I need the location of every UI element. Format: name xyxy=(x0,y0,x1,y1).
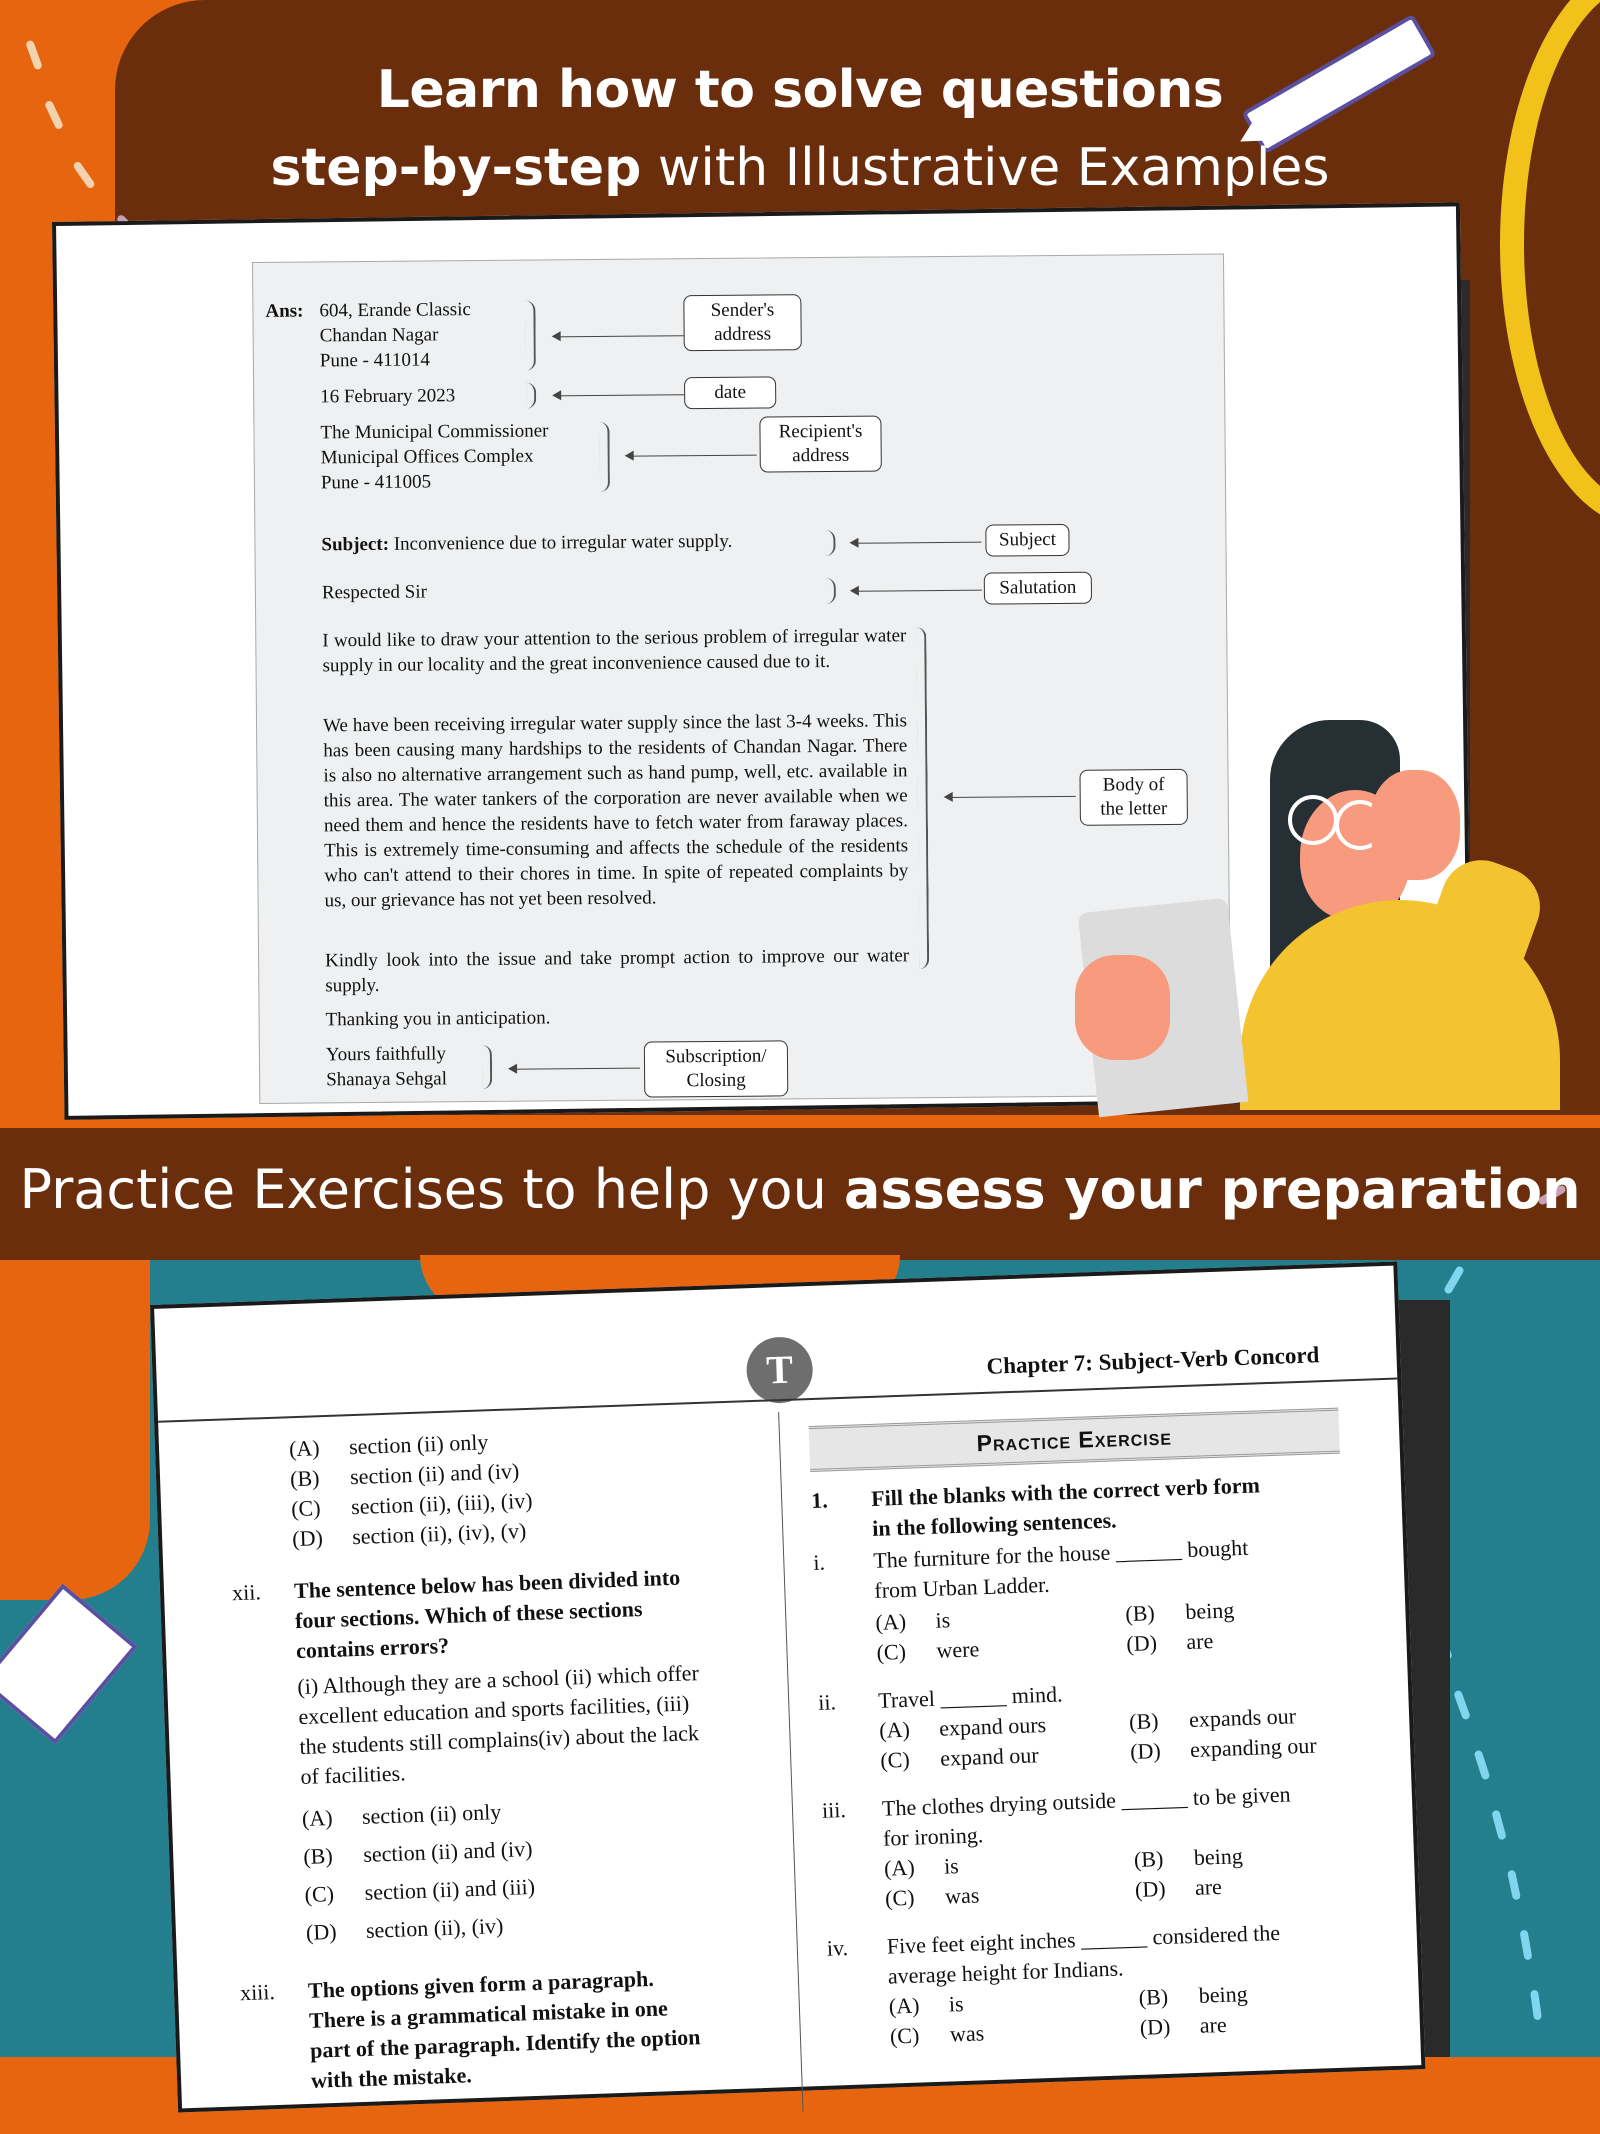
question-text: excellent education and sports facilities, (iii) xyxy=(298,1690,690,1730)
item-text: for ironing. xyxy=(882,1822,984,1851)
option-label: (D) xyxy=(1125,1630,1158,1657)
sender-line: Chandan Nagar xyxy=(319,324,439,347)
question-line: contains errors? xyxy=(295,1632,450,1664)
subject-line: Subject: Inconvenience due to irregular water supply. xyxy=(321,530,733,556)
item-number: iv. xyxy=(826,1935,849,1961)
tag-date: date xyxy=(684,376,776,409)
tag-closing: Subscription/ Closing xyxy=(644,1040,788,1097)
arrow xyxy=(851,542,981,544)
option-label: (C) xyxy=(290,1495,321,1522)
tag-body: Body of the letter xyxy=(1079,769,1187,826)
option-label: (D) xyxy=(1134,1875,1166,1902)
column-divider xyxy=(778,1412,803,2112)
question-text: of facilities. xyxy=(300,1760,406,1790)
question-line: Fill the blanks with the correct verb form xyxy=(870,1472,1261,1511)
arrow xyxy=(554,394,684,396)
option-text: are xyxy=(1199,2011,1228,2038)
hand-shape xyxy=(1370,770,1460,880)
option-text: section (ii) only xyxy=(348,1429,489,1460)
sender-line: Pune - 411014 xyxy=(319,349,431,372)
option-text: is xyxy=(943,1853,960,1879)
option-label: (C) xyxy=(879,1746,911,1773)
item-number: ii. xyxy=(817,1689,837,1715)
option-text: section (ii) and (iii) xyxy=(364,1873,536,1905)
option-text: are xyxy=(1194,1873,1223,1900)
logo: T xyxy=(746,1336,814,1404)
heading-line-1: Learn how to solve questions xyxy=(376,60,1224,120)
option-label: (A) xyxy=(288,1435,321,1462)
option-label: (A) xyxy=(888,1992,920,2019)
brace xyxy=(916,627,929,969)
option-label: (B) xyxy=(1133,1845,1164,1872)
brace xyxy=(825,530,835,556)
closing-line: Yours faithfully xyxy=(325,1043,447,1066)
option-text: was xyxy=(944,1882,980,1909)
option-label: (B) xyxy=(1124,1600,1156,1627)
question-line: with the mistake. xyxy=(310,2062,473,2093)
option-label: (D) xyxy=(305,1918,337,1945)
item-text: Travel ______ mind. xyxy=(877,1681,1063,1713)
option-label: (A) xyxy=(878,1716,911,1743)
tag-sender: Sender's address xyxy=(683,294,801,351)
question-line: four sections. Which of these sections xyxy=(294,1596,643,1634)
hand-shape xyxy=(1075,955,1170,1060)
option-label: (D) xyxy=(291,1525,324,1552)
item-number: i. xyxy=(812,1549,826,1575)
glasses-icon xyxy=(1288,795,1338,845)
brace xyxy=(482,1045,492,1089)
item-text: average height for Indians. xyxy=(887,1955,1124,1989)
option-text: being xyxy=(1198,1981,1249,2008)
tag-recipient: Recipient's address xyxy=(759,416,881,473)
salutation: Respected Sir xyxy=(321,581,427,604)
sender-line: 604, Erande Classic xyxy=(319,299,471,322)
letter-date: 16 February 2023 xyxy=(320,385,456,408)
question-number: 1. xyxy=(810,1487,829,1514)
option-label: (C) xyxy=(876,1638,907,1665)
option-label: (C) xyxy=(889,2022,920,2049)
option-text: section (ii), (iv), (v) xyxy=(351,1518,527,1550)
recipient-line: Pune - 411005 xyxy=(320,471,432,494)
option-text: section (ii) and (iv) xyxy=(349,1458,520,1490)
option-label: (B) xyxy=(289,1465,320,1492)
recipient-line: Municipal Offices Complex xyxy=(320,445,534,469)
option-label: (A) xyxy=(883,1854,916,1881)
option-label: (A) xyxy=(875,1608,907,1635)
option-text: expand our xyxy=(939,1742,1040,1771)
heading-line-2 xyxy=(0,138,1600,198)
option-text: being xyxy=(1193,1843,1244,1870)
arrow xyxy=(852,590,982,592)
option-text: were xyxy=(936,1636,980,1663)
arrow xyxy=(627,455,757,457)
ans-label: Ans: xyxy=(265,300,304,322)
exercise-page xyxy=(150,1261,1425,2112)
body-paragraph: Kindly look into the issue and take prompt action to improve our water supply. xyxy=(325,945,910,997)
option-text: expands our xyxy=(1188,1703,1297,1732)
question-line: The options given form a paragraph. xyxy=(307,1965,655,2003)
question-line: part of the paragraph. Identify the option xyxy=(309,2024,701,2063)
thanks-line: Thanking you in anticipation. xyxy=(325,1007,551,1031)
option-label: (D) xyxy=(1139,2013,1171,2040)
question-line: There is a grammatical mistake in one xyxy=(308,1995,669,2033)
chapter-title: Chapter 7: Subject-Verb Concord xyxy=(986,1342,1320,1379)
tag-salutation: Salutation xyxy=(984,572,1092,605)
arrow xyxy=(554,335,684,337)
tag-subject: Subject xyxy=(985,524,1069,557)
option-label: (C) xyxy=(304,1880,335,1907)
option-text: section (ii) only xyxy=(361,1799,502,1829)
arrow xyxy=(946,796,1076,798)
body-paragraph: I would like to draw your attention to the serious problem of irregular water supply in our locality and the great inconvenience caused due to it. xyxy=(322,625,907,677)
closing-line: Shanaya Sehgal xyxy=(326,1068,448,1091)
practice-heading: Practice Exercises to help you assess your preparation xyxy=(19,1158,1581,1221)
option-label: (D) xyxy=(1129,1738,1162,1765)
option-label: (B) xyxy=(302,1842,334,1869)
orange-blob-decoration xyxy=(0,1260,150,1600)
item-text: The furniture for the house ______ bought xyxy=(872,1534,1249,1573)
question-line: The sentence below has been divided into xyxy=(293,1564,681,1604)
question-number: xii. xyxy=(231,1579,262,1606)
recipient-line: The Municipal Commissioner xyxy=(320,420,549,444)
option-label: (B) xyxy=(1128,1708,1159,1735)
question-number: xiii. xyxy=(239,1979,276,2006)
option-label: (B) xyxy=(1138,1983,1169,2010)
item-text: from Urban Ladder. xyxy=(873,1571,1051,1603)
option-text: being xyxy=(1184,1597,1235,1625)
option-text: is xyxy=(935,1607,951,1633)
option-text: are xyxy=(1185,1628,1214,1655)
question-text: the students still complains(iv) about the lack xyxy=(299,1720,700,1760)
heading-rest: with Illustrative Examples xyxy=(641,138,1330,198)
item-number: iii. xyxy=(821,1797,847,1823)
option-text: section (ii) and (iv) xyxy=(362,1835,533,1867)
option-text: expanding our xyxy=(1189,1732,1317,1762)
brace xyxy=(826,578,836,604)
heading-bold: step-by-step xyxy=(270,138,642,198)
body-paragraph: We have been receiving irregular water supply since the last 3-4 weeks. This has been causing many hardships to the residents of Chandan Nagar. There is also no alternative arrangement such as hand pump, well, etc. available in this area. The water tankers of the corporation are never available when we need them and hence the residents have to fetch water from faraway places. This is extremely time-consuming and affects the schedule of the residents who can't attend to their chores in time. In spite of repeated complaints by us, our grievance has not yet been resolved. xyxy=(322,710,909,912)
option-text: expand ours xyxy=(938,1711,1047,1741)
practice-exercise-title: Practice Exercise xyxy=(809,1408,1340,1472)
option-label: (A) xyxy=(301,1804,333,1831)
arrow xyxy=(510,1068,640,1070)
brace xyxy=(599,422,610,492)
brace xyxy=(526,383,536,409)
option-text: section (ii), (iv) xyxy=(365,1913,504,1943)
brace xyxy=(525,301,536,371)
option-text: was xyxy=(949,2020,985,2047)
item-text: Five feet eight inches ______ considered the xyxy=(886,1919,1281,1959)
question-line: in the following sentences. xyxy=(871,1507,1117,1541)
option-text: is xyxy=(948,1991,964,2017)
item-text: The clothes drying outside ______ to be given xyxy=(881,1781,1291,1821)
option-label: (C) xyxy=(884,1884,915,1911)
question-text: (i) Although they are a school (ii) which offer xyxy=(296,1660,700,1700)
option-text: section (ii), (iii), (iv) xyxy=(350,1487,533,1520)
